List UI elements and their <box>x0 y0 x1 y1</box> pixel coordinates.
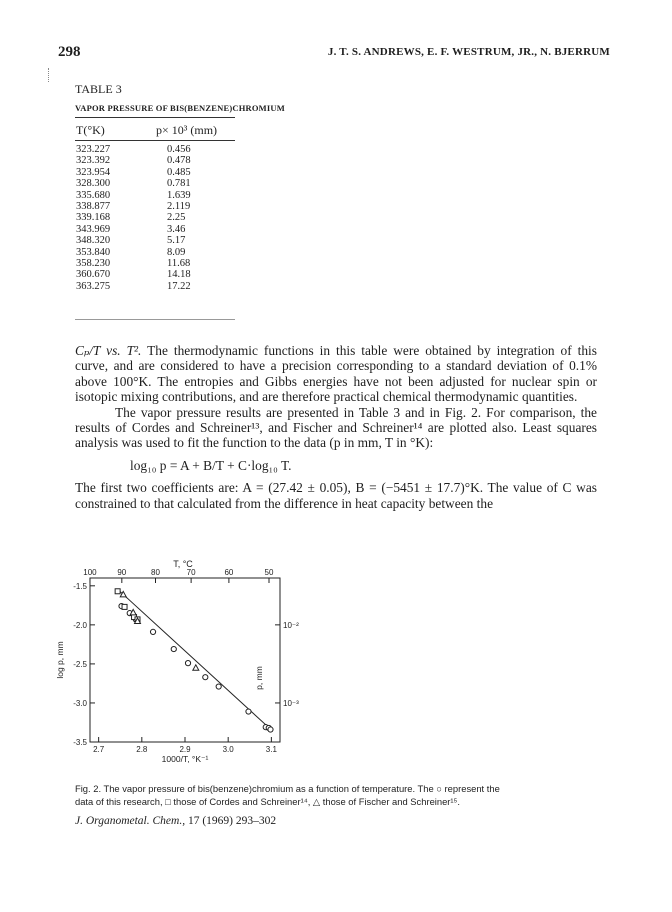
cell-pressure: 2.25 <box>167 212 186 224</box>
cell-temperature: 323.954 <box>76 166 111 178</box>
vapor-pressure-chart <box>52 556 302 783</box>
paragraph-3: The first two coefficients are: A = (27.42 ± 0.05), B = (−5451 ± 17.7)°K. The value of C was constrained to that calculated from the difference in heat capacity between the <box>75 480 597 511</box>
cell-temperature: 358.230 <box>76 258 111 270</box>
top-tick-label: 70 <box>186 568 196 577</box>
cell-temperature: 339.168 <box>76 212 111 224</box>
data-point-circle <box>185 661 190 666</box>
cell-temperature: 363.275 <box>76 280 111 292</box>
data-point-circle <box>246 709 251 714</box>
margin-mark <box>48 68 50 82</box>
right-tick-label: 10⁻³ <box>283 698 299 708</box>
cell-pressure: 0.781 <box>167 178 191 190</box>
top-tick-label: 60 <box>224 568 234 577</box>
data-point-triangle <box>193 665 199 671</box>
cell-temperature: 338.877 <box>76 201 111 213</box>
cell-pressure: 0.478 <box>167 155 191 167</box>
cell-temperature: 323.227 <box>76 144 111 155</box>
cell-pressure: 11.68 <box>167 258 191 270</box>
figure-caption-line-1: Fig. 2. The vapor pressure of bis(benzene)chromium as a function of temperature. The ○ represent the <box>75 783 500 794</box>
footer-journal: J. Organometal. Chem., <box>75 815 186 827</box>
cell-pressure: 1.639 <box>167 189 191 201</box>
table-row <box>75 155 235 166</box>
top-tick-label: 100 <box>83 568 97 577</box>
data-point-circle <box>268 727 273 732</box>
table-row <box>75 190 235 201</box>
y-axis-title: log p, mm <box>55 641 65 679</box>
cell-pressure: 0.456 <box>167 144 191 155</box>
y-tick-label: -2.5 <box>73 659 87 669</box>
y-tick-label: -3.5 <box>73 738 87 747</box>
x-tick-label: 2.7 <box>93 745 105 754</box>
data-point-circle <box>150 629 155 634</box>
y-tick-label: -2.0 <box>73 620 87 630</box>
right-tick-label: 10⁻² <box>283 620 299 630</box>
equation: log₁₀ p = A + B/T + C·log₁₀ T. <box>130 457 292 473</box>
fit-line <box>118 590 269 728</box>
x-tick-label: 3.1 <box>265 745 277 754</box>
data-point-circle <box>171 646 176 651</box>
figure-caption-line-2: data of this research, □ those of Cordes and Schreiner¹⁴, △ those of Fischer and Schreiner¹⁵. <box>75 795 461 807</box>
cell-temperature: 343.969 <box>76 223 111 235</box>
table-row <box>75 235 235 246</box>
table-bottom-rule <box>75 319 235 320</box>
cell-pressure: 8.09 <box>167 246 186 258</box>
table-row <box>75 178 235 189</box>
table-row <box>75 167 235 178</box>
plot-frame <box>90 578 280 742</box>
table-row <box>75 144 235 155</box>
table-body <box>75 144 235 292</box>
cell-temperature: 335.680 <box>76 189 111 201</box>
cell-pressure: 5.17 <box>167 235 186 247</box>
y-tick-label: -1.5 <box>73 581 87 591</box>
cell-temperature: 360.670 <box>76 269 111 281</box>
cell-temperature: 348.320 <box>76 235 111 247</box>
chart-svg <box>52 556 302 778</box>
cell-temperature: 328.300 <box>76 178 111 190</box>
table-row <box>75 258 235 269</box>
table-row <box>75 247 235 258</box>
cell-pressure: 14.18 <box>167 269 191 281</box>
cell-temperature: 323.392 <box>76 155 111 167</box>
table-top-rule <box>75 117 235 118</box>
top-tick-label: 90 <box>117 568 127 577</box>
right-axis-title: p, mm <box>254 666 264 690</box>
table-col-header-temperature: T(°K) <box>76 123 105 137</box>
paragraph-1-lead: Cₚ/T vs. T². <box>75 343 142 358</box>
cell-temperature: 353.840 <box>76 246 111 258</box>
table-row <box>75 269 235 280</box>
data-point-circle <box>203 675 208 680</box>
journal-footer <box>75 815 276 827</box>
cell-pressure: 0.485 <box>167 166 191 178</box>
data-point-square <box>122 604 127 609</box>
table-row <box>75 224 235 235</box>
top-tick-label: 50 <box>264 568 274 577</box>
x-tick-label: 3.0 <box>222 745 234 754</box>
top-axis-title: T, °C <box>173 559 193 569</box>
x-tick-label: 2.8 <box>136 745 148 754</box>
x-tick-label: 2.9 <box>179 745 191 754</box>
cell-pressure: 2.119 <box>167 201 191 213</box>
cell-pressure: 17.22 <box>167 280 191 292</box>
table-header-rule <box>75 140 235 141</box>
paragraph-1-text: The thermodynamic functions in this table were obtained by integration of this curve, and are considered to have a precision corresponding to a standard deviation of 0.1% above 100°K. The entropies and Gibbs energies have not been adjusted for nuclear spin or isotopic mixing contributions, and are therefore practical chemical thermodynamic quantities. <box>75 343 597 405</box>
running-head: J. T. S. ANDREWS, E. F. WESTRUM, JR., N. BJERRUM <box>327 46 610 58</box>
y-tick-label: -3.0 <box>73 698 87 708</box>
figure-caption <box>75 783 597 808</box>
paragraph-1 <box>75 343 597 405</box>
table-row <box>75 201 235 212</box>
body-text <box>75 343 597 511</box>
top-tick-label: 80 <box>151 568 160 577</box>
table-row <box>75 212 235 223</box>
footer-citation: 17 (1969) 293–302 <box>185 815 277 827</box>
data-point-square <box>115 589 120 594</box>
x-axis-title: 1000/T, °K⁻¹ <box>161 754 209 764</box>
paragraph-2: The vapor pressure results are presented in Table 3 and in Fig. 2. For comparison, the results of Cordes and Schreiner¹³, and Fischer and Schreiner¹⁴ are plotted also. Least squares analysis was used to fit the function to the data (p in mm, T in °K): <box>75 404 597 451</box>
page-number: 298 <box>58 44 81 60</box>
table-col-header-pressure: p× 10³ (mm) <box>156 123 218 137</box>
table-row <box>75 281 235 292</box>
table-title: VAPOR PRESSURE OF BIS(BENZENE)CHROMIUM <box>75 103 285 113</box>
data-point-circle <box>216 684 221 689</box>
cell-pressure: 3.46 <box>167 223 186 235</box>
table-label: TABLE 3 <box>75 82 122 96</box>
